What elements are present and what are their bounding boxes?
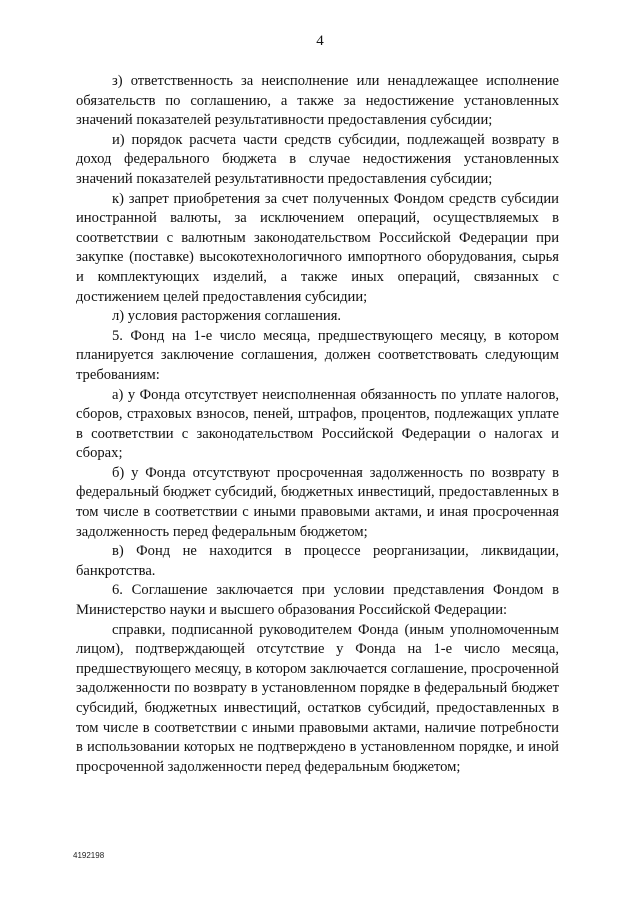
- paragraph-l: л) условия расторжения соглашения.: [112, 308, 342, 325]
- paragraph-k: к) запрет приобретения за счет полученных Фондом средств субсидии иностранной валюты, за исключением операций, осуществляемых в соответствии с валютным законодательством Российской Федерации при закупке (поставке) высокотехнологичного импортного оборудования, сырья и комплектующих изделий, а также иных операций, связанных с достижением целей предоставления субсидии;: [76, 190, 559, 305]
- paragraph-i: и) порядок расчета части средств субсидии, подлежащей возврату в доход федерального бюджета в случае недостижения установленных значений показателей результативности предоставления субсидии;: [76, 131, 559, 187]
- paragraph-5b: б) у Фонда отсутствуют просроченная задолженность по возврату в федеральный бюджет субсидий, бюджетных инвестиций, предоставленных в том числе в соответствии с иными правовыми актами, и иная просроченная задолженность перед федеральным бюджетом;: [76, 464, 559, 540]
- paragraph-6-certificate: справки, подписанной руководителем Фонда (иным уполномоченным лицом), подтверждающей отсутствие у Фонда на 1-е число месяца, предшествующего месяцу, в котором заключается соглашение, просроченной задолженности по возврату в установленном порядке в федеральный бюджет субсидий, бюджетных инвестиций, остатков субсидий, предоставленных в том числе в соответствии с иными правовыми актами, наличие потребности в использовании которых не подтверждено в установленном порядке, и иной просроченной задолженности перед федеральным бюджетом;: [76, 621, 559, 775]
- paragraph-5: 5. Фонд на 1-е число месяца, предшествующего месяцу, в котором планируется заключение соглашения, должен соответствовать следующим требованиям:: [76, 327, 559, 383]
- paragraph-5v: в) Фонд не находится в процессе реорганизации, ликвидации, банкротства.: [76, 543, 559, 579]
- paragraph-6: 6. Соглашение заключается при условии представления Фондом в Министерство науки и высшего образования Российской Федерации:: [76, 582, 559, 619]
- paragraph-5a: а) у Фонда отсутствует неисполненная обязанность по уплате налогов, сборов, страховых взносов, пеней, штрафов, процентов, подлежащих уплате в соответствии с законодательством Российской Федерации о налогах и сборах;: [76, 386, 559, 462]
- document-body: [76, 72, 559, 777]
- page-number: 4: [316, 33, 324, 49]
- paragraph-z: з) ответственность за неисполнение или ненадлежащее исполнение обязательств по соглашению, а также за недостижение установленных значений показателей результативности предоставления субсидии;: [76, 73, 559, 129]
- document-code: 4192198: [73, 851, 105, 860]
